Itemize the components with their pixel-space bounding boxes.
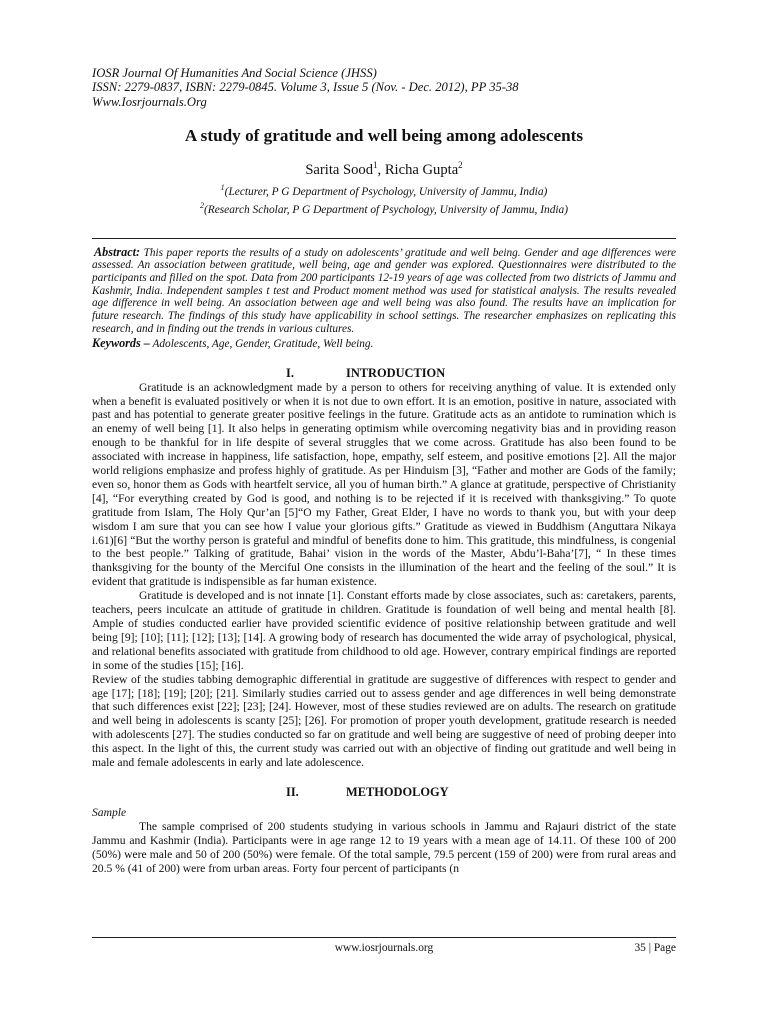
- author-separator: ,: [377, 162, 385, 179]
- abstract-divider: [92, 238, 676, 239]
- keywords-text: Adolescents, Age, Gender, Gratitude, Well being.: [149, 337, 374, 350]
- footer-website: www.iosrjournals.org: [334, 942, 434, 954]
- affiliation-text: (Research Scholar, P G Department of Psychology, University of Jammu, India): [203, 203, 569, 216]
- abstract-label: Abstract:: [94, 244, 141, 259]
- journal-name: IOSR Journal Of Humanities And Social Science (JHSS): [92, 66, 377, 80]
- author-name: Sarita Sood: [305, 162, 374, 179]
- journal-website: Www.Iosrjournals.Org: [92, 94, 207, 109]
- affiliation-superscript: 1: [220, 183, 225, 193]
- section-heading: [92, 785, 676, 800]
- author-superscript: 2: [458, 160, 463, 171]
- paragraph: Gratitude is developed and is not innate [1]. Constant efforts made by close associates, such as: caretakers, parents, teachers, peers inculcate an attitude of gratitude in children. Gratitude is foundation of well being and mental health [8]. Ample of studies conducted earlier have provided scientific evidence of positive relationship between gratitude and well being [9]; [10]; [11]; [12]; [13]; [14]. A growing body of research has documented the wide array of psychological, physical, and relational benefits associated with gratitude from childhood to old age. However, contrary empirical findings are reported in some of the studies [15]; [16].: [92, 589, 676, 672]
- journal-issn: ISSN: 2279-0837, ISBN: 2279-0845. Volume 3, Issue 5 (Nov. - Dec. 2012), PP 35-38: [92, 80, 519, 95]
- author-superscript: 1: [373, 160, 378, 171]
- affiliation-text: (Lecturer, P G Department of Psychology, University of Jammu, India): [224, 185, 548, 198]
- author-line: [92, 157, 676, 179]
- journal-header: [92, 66, 676, 109]
- paper-title: A study of gratitude and well being among adolescents: [184, 126, 584, 146]
- keywords: [92, 337, 676, 351]
- section-title: METHODOLOGY: [346, 784, 449, 799]
- affiliation-superscript: 2: [199, 200, 204, 210]
- page-footer: [92, 937, 676, 956]
- section-heading: [92, 366, 676, 381]
- page-number: 35 | Page: [634, 942, 676, 954]
- author-name: Richa Gupta: [384, 162, 459, 179]
- paragraph: The sample comprised of 200 students studying in various schools in Jammu and Rajauri district of the state Jammu and Kashmir (India). Participants were in age range 12 to 19 years with a mean age of 14.11. Of these 100 of 200 (50%) were male and 50 of 200 (50%) were female. Of the total sample, 79.5 percent (159 of 200) were from rural areas and 20.5 % (41 of 200) were from urban areas. Forty four percent of participants (n: [92, 819, 676, 875]
- paper-page: [92, 66, 676, 876]
- affiliation: [92, 181, 676, 199]
- section-number: I.: [286, 365, 294, 380]
- keywords-label: Keywords –: [92, 335, 150, 350]
- section-title: INTRODUCTION: [346, 365, 446, 380]
- abstract: [92, 246, 676, 336]
- affiliation: [92, 199, 676, 217]
- paragraph: Review of the studies tabbing demographic differential in gratitude are suggestive of differences with respect to gender and age [17]; [18]; [19]; [20]; [21]. Similarly studies carried out to assess gender and age differences in well being demonstrate that such differences exist [22]; [23]; [24]. However, most of these studies reviewed are on adults. The research on gratitude and well being in adolescents is scanty [25]; [26]. For promotion of proper youth development, gratitude research is needed with adolescents [27]. The studies conducted so far on gratitude and well being are suggestive of need of probing deeper into this aspect. In the light of this, the current study was carried out with an objective of finding out gratitude and well being in male and female adolescents in early and late adolescence.: [92, 672, 676, 770]
- paragraph: Gratitude is an acknowledgment made by a person to others for receiving anything of value. It is extended only when a benefit is evaluated positively or when it is not due to own effort. It is an emotion, positive in nature, associated with past and has potential to generate greater positive feelings in the future. Gratitude acts as an antidote to rumination which is an enemy of well being [1]. It also helps in generating optimism while overcoming negativity bias and in providing reason enough to be thankful for in life despite of several struggles that we come across. Gratitude has also been found to be associated with increase in happiness, life satisfaction, hope, empathy, self esteem, and positive emotions [2]. All the major world religions emphasize and profess highly of gratitude. As per Hinduism [3], “Father and mother are Gods of the family; even so, honor them as Gods with heartfelt service, all you of human birth.” A glance at gratitude, perspective of Christianity [4], “For everything created by God is good, and nothing is to be rejected if it is received with thanksgiving.” To quote gratitude from Islam, The Holy Qur’an [5]“O my Father, Great Elder, I have no words to thank you, but with your deep wisdom I am sure that you can see how I value your glorious gifts.” Gratitude as viewed in Buddhism (Anguttara Nikaya i.61)[6] “But the worthy person is grateful and mindful of benefits done to him. This gratitude, this mindfulness, is congenial to the best people.” Talking of gratitude, Bahai’ vision in the words of the Master, Abdu’l-Baha’[7], “ In these times thanksgiving for the bounty of the Merciful One consists in the illumination of the heart and the feeling of the soul.” It is evident that gratitude is indispensible as far human existence.: [92, 380, 676, 589]
- section-number: II.: [286, 784, 299, 799]
- abstract-text: This paper reports the results of a study on adolescents’ gratitude and well being. Gender and age differences were assessed. An association between gratitude, well being, age and gender was explored. Questionnaires were distributed to the participants and filled on the spot. Data from 200 participants 12-19 years of age was collected from two districts of Jammu and Kashmir, India. Independent samples t test and Product moment method was used for statistical analysis. The results revealed age difference in well being. An association between age and well being was also found. The results have an implication for future research. The findings of this study have applicability in school settings. The researcher emphasizes on replicating this research, and in finding out the trends in various cultures.: [92, 246, 676, 335]
- subsection-heading: Sample: [92, 805, 127, 819]
